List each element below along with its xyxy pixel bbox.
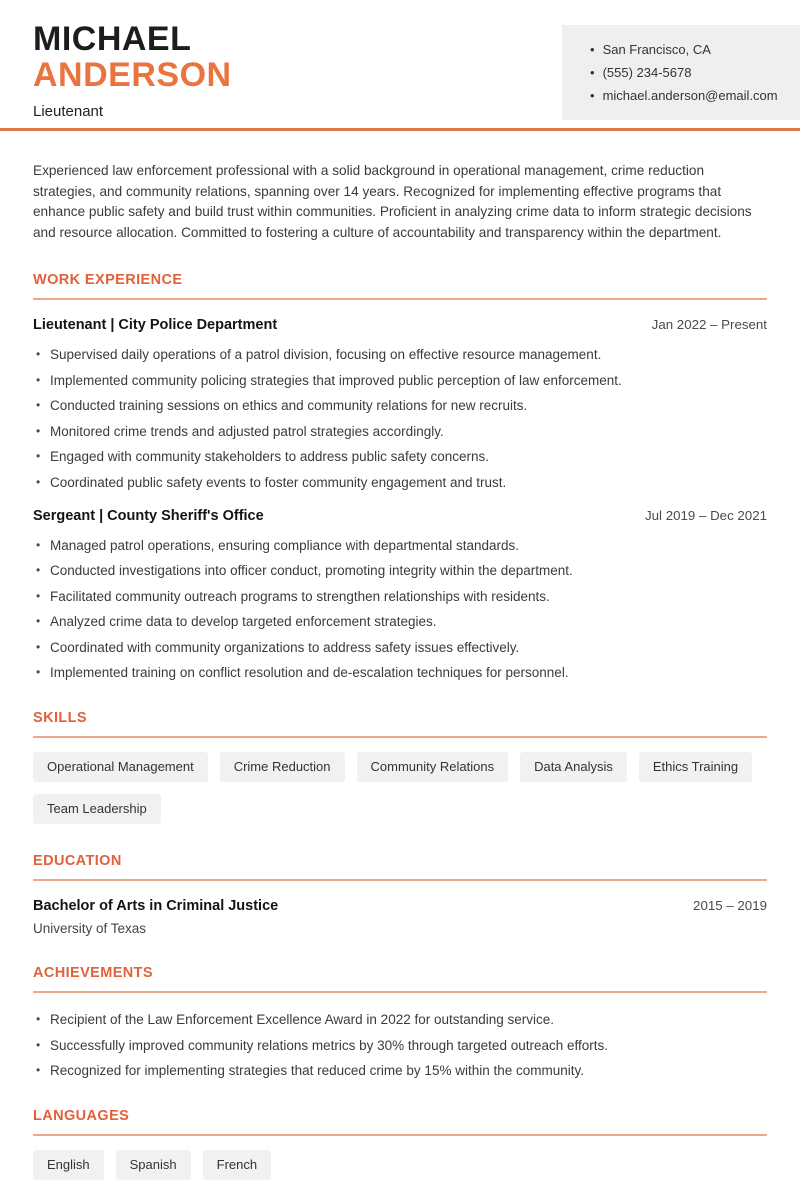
job-entry-head [33, 508, 767, 524]
language-chip: English [33, 1150, 104, 1180]
job-bullet: • Implemented community policing strategies that improved public perception of law enforcement. [33, 372, 767, 389]
school-name: University of Texas [33, 921, 147, 937]
skill-chip: Operational Management [33, 752, 208, 782]
skills-heading: SKILLS [33, 710, 767, 738]
skill-chip: Crime Reduction [220, 752, 345, 782]
job-dates: Jan 2022 – Present [651, 317, 767, 333]
language-chip: Spanish [116, 1150, 191, 1180]
achievement-bullet: • Recipient of the Law Enforcement Excellence Award in 2022 for outstanding service. [33, 1011, 767, 1028]
contact-list [590, 38, 790, 107]
skill-chip: Community Relations [357, 752, 509, 782]
job-bullet: • Supervised daily operations of a patrol division, focusing on effective resource management. [33, 346, 767, 363]
first-name: MICHAEL [33, 20, 192, 58]
language-chip: French [203, 1150, 271, 1180]
achievements-heading: ACHIEVEMENTS [33, 965, 767, 993]
skill-chip: Data Analysis [520, 752, 627, 782]
languages-heading: LANGUAGES [33, 1108, 767, 1136]
section-languages [33, 1108, 767, 1180]
job-dates: Jul 2019 – Dec 2021 [645, 507, 767, 523]
contact-phone: • (555) 234-5678 [590, 61, 790, 84]
skills-chip-row [33, 752, 767, 824]
job-bullet: • Conducted training sessions on ethics and community relations for new recruits. [33, 397, 767, 414]
job-bullet: • Analyzed crime data to develop targeted enforcement strategies. [33, 613, 767, 630]
skill-chip: Team Leadership [33, 794, 161, 824]
candidate-name [33, 21, 232, 93]
achievements-bullet-list [33, 1011, 767, 1079]
job-bullet: • Facilitated community outreach programs to strengthen relationships with residents. [33, 588, 767, 605]
section-work-experience [33, 272, 767, 681]
name-block [33, 21, 232, 120]
job-title-company: Sergeant | County Sheriff's Office [33, 507, 264, 524]
job-bullet: • Coordinated with community organizations to address safety issues effectively. [33, 639, 767, 656]
work-experience-heading: WORK EXPERIENCE [33, 272, 767, 300]
job-bullet: • Managed patrol operations, ensuring compliance with departmental standards. [33, 537, 767, 554]
job-bullet: • Coordinated public safety events to foster community engagement and trust. [33, 474, 767, 491]
summary-paragraph: Experienced law enforcement professional with a solid background in operational management, crime reduction strategies, and community relations, spanning over 14 years. Recognized for implementing effective programs that enhance public safety and build trust within communities. Proficient in analyzing crime data to inform strategic decisions and resource allocation. Committed to fostering a culture of accountability and transparency within the department. [33, 163, 752, 240]
achievement-bullet: • Successfully improved community relations metrics by 30% through targeted outreach efforts. [33, 1037, 767, 1054]
contact-location: • San Francisco, CA [590, 38, 790, 61]
achievement-bullet: • Recognized for implementing strategies that reduced crime by 15% within the community. [33, 1062, 767, 1079]
resume-body [0, 161, 800, 1180]
education-entry [33, 898, 767, 936]
job-entry-head [33, 317, 767, 333]
job-entry [33, 317, 767, 491]
job-bullet: • Conducted investigations into officer conduct, promoting integrity within the department. [33, 562, 767, 579]
job-bullet: • Engaged with community stakeholders to address public safety concerns. [33, 448, 767, 465]
contact-box [562, 25, 800, 120]
languages-chip-row [33, 1150, 767, 1180]
job-bullet: • Monitored crime trends and adjusted patrol strategies accordingly. [33, 423, 767, 440]
resume-header [0, 0, 800, 131]
job-bullet-list [33, 537, 767, 682]
education-heading: EDUCATION [33, 853, 767, 881]
section-skills [33, 710, 767, 824]
last-name: ANDERSON [33, 56, 232, 95]
job-title-company: Lieutenant | City Police Department [33, 317, 278, 334]
education-entry-head [33, 898, 767, 914]
job-entry [33, 508, 767, 682]
contact-email: • michael.anderson@email.com [590, 84, 790, 107]
education-dates: 2015 – 2019 [693, 898, 767, 914]
skill-chip: Ethics Training [639, 752, 752, 782]
candidate-job-title: Lieutenant [33, 103, 104, 121]
section-education [33, 853, 767, 936]
section-achievements [33, 965, 767, 1079]
job-bullet-list [33, 346, 767, 491]
job-bullet: • Implemented training on conflict resolution and de-escalation techniques for personnel. [33, 664, 767, 681]
degree-title: Bachelor of Arts in Criminal Justice [33, 898, 279, 915]
